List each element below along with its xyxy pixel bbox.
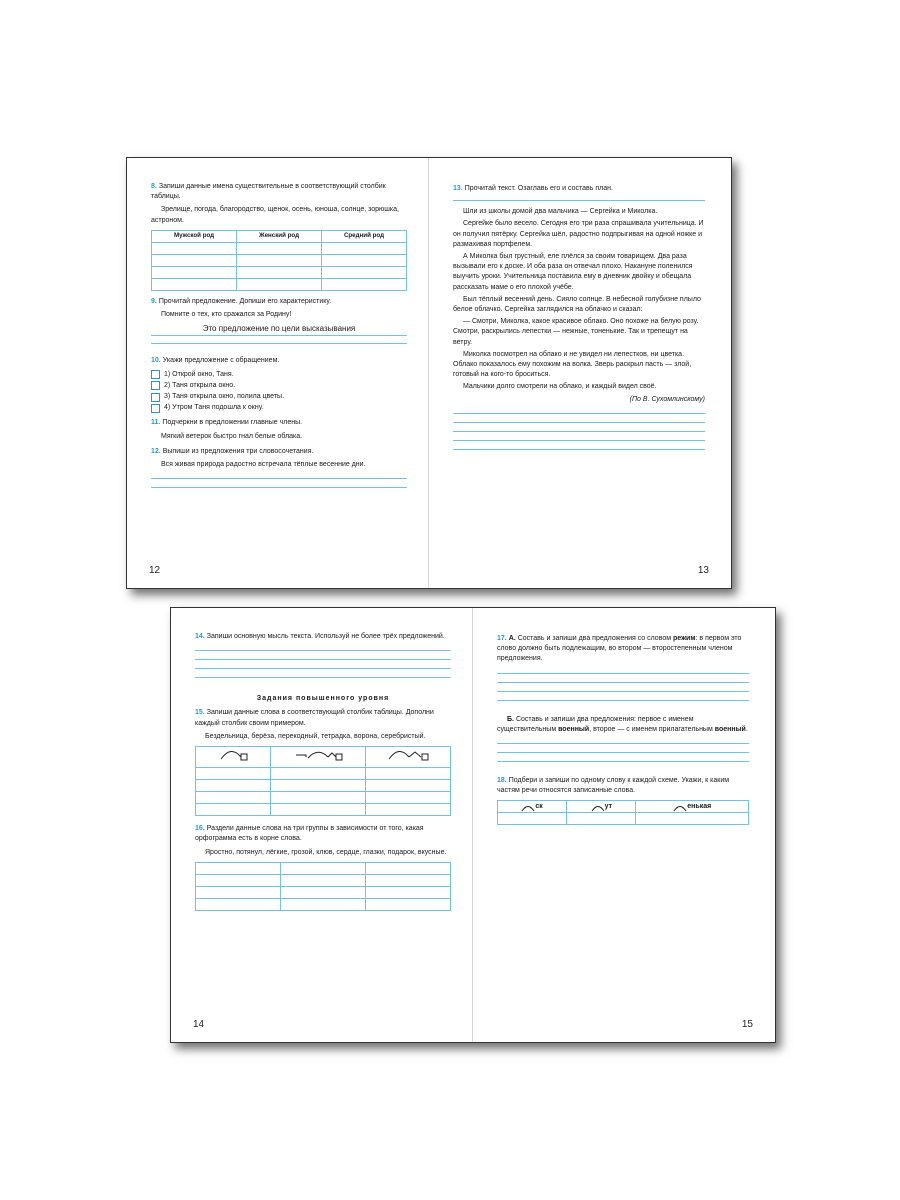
page-number: 12 (149, 565, 161, 576)
option-label: 1) Открой окно, Таня. (164, 370, 234, 378)
scheme-prefix-root-ending-icon (292, 747, 344, 763)
root-arc-icon (591, 802, 605, 812)
task-instruction-end: . (745, 725, 748, 733)
scheme-root-suffix (196, 747, 271, 768)
task-instruction: Прочитай предложение. Допиши его характеристику. (158, 297, 332, 305)
task-instruction: Подбери и запиши по одному слову к каждой схеме. Укажи, к каким частям речи относятся записанные слова. (497, 777, 730, 795)
scheme-prefix-root-ending (271, 747, 366, 768)
table-header: Женский род (237, 230, 322, 242)
scheme-root-suffix-ending (366, 747, 451, 768)
table-cell[interactable] (196, 768, 271, 780)
write-line[interactable] (151, 487, 407, 488)
answer-line-prompt[interactable]: Это предложение по цели высказывания (151, 324, 407, 336)
task-11 (151, 418, 407, 428)
table-cell[interactable] (366, 898, 451, 910)
table-cell[interactable] (498, 813, 567, 825)
scheme-suffix: ск (535, 802, 543, 810)
scheme-root-suffix-ending-icon (385, 747, 431, 763)
orthogram-table (195, 862, 451, 911)
scheme-root-suffix-icon (213, 747, 253, 763)
option-label: 4) Утром Таня подошла к окну. (164, 404, 264, 412)
table-cell[interactable] (152, 266, 237, 278)
table-cell[interactable] (271, 768, 366, 780)
scheme-cell (498, 801, 567, 813)
table-cell[interactable] (366, 768, 451, 780)
task-number: 12. (151, 447, 161, 455)
table-cell[interactable] (281, 886, 366, 898)
checkbox[interactable] (151, 393, 160, 402)
task-14 (195, 632, 451, 642)
table-cell[interactable] (366, 886, 451, 898)
page-number: 13 (697, 565, 709, 576)
scheme-suffix: ут (604, 802, 613, 810)
workbook-spread-pages-12-13 (126, 157, 732, 589)
table-cell[interactable] (366, 792, 451, 804)
task-number: 16. (195, 825, 205, 833)
table-cell[interactable] (281, 874, 366, 886)
task-instruction-middle: , второе — с именем прилагательным (589, 725, 713, 733)
task-number: 18. (497, 777, 507, 785)
text-paragraph: Сергейке было весело. Сегодня его три раза спрашивала учительница. И он получил пятёрку. Сергейка шёл, радостно подпрыгивая на одной ножке и размахивая портфелем. (453, 220, 704, 248)
option-4[interactable] (151, 403, 407, 413)
table-cell[interactable] (636, 813, 749, 825)
table-cell[interactable] (196, 874, 281, 886)
option-2[interactable] (151, 381, 407, 391)
table-cell[interactable] (271, 804, 366, 816)
task-instruction: Подчеркни в предложении главные члены. (162, 419, 303, 427)
task-keyword: военный (558, 725, 590, 733)
table-header: Средний род (321, 230, 406, 242)
text-paragraph: — Смотри, Миколка, какое красивое облако. Оно похоже на белую розу. Смотри, раскрылись лепестки — нежные, тоненькие. Так и трепещут на ветру. (453, 318, 699, 346)
table-cell[interactable] (196, 886, 281, 898)
task-instruction: Запиши основную мысль текста. Используй не более трёх предложений. (206, 633, 445, 640)
task-number: 9. (151, 297, 157, 305)
morpheme-table (195, 746, 451, 816)
task-17b (497, 715, 749, 735)
page-15 (473, 608, 775, 1042)
root-arc-icon (521, 802, 535, 812)
write-line[interactable] (497, 691, 749, 692)
table-cell[interactable] (321, 266, 406, 278)
table-cell[interactable] (366, 780, 451, 792)
task-sentence: Вся живая природа радостно встречала тёплые весенние дни. (161, 461, 366, 469)
task-sentence[interactable]: Мягкий ветерок быстро гнал белые облака. (161, 432, 303, 440)
task-18 (497, 776, 749, 796)
task-10 (151, 356, 407, 366)
page-number: 15 (741, 1019, 753, 1030)
checkbox[interactable] (151, 381, 160, 390)
write-line[interactable] (497, 700, 749, 701)
task-instruction: Раздели данные слова на три группы в зависимости от того, какая орфограмма есть в корне слова. (195, 825, 424, 843)
write-line[interactable] (497, 673, 749, 674)
page-14 (171, 608, 473, 1042)
write-line[interactable] (195, 668, 451, 669)
write-line[interactable] (497, 752, 749, 753)
write-line[interactable] (151, 343, 407, 344)
task-instruction-end: : в первом это слово должно быть подлежащим, во втором — второстепенным членом предложения. (497, 635, 742, 663)
option-label: 3) Таня открыла окно, полила цветы. (164, 393, 285, 401)
write-line[interactable] (195, 677, 451, 678)
scheme-cell (567, 801, 636, 813)
text-paragraph: Шли из школы домой два мальчика — Сергейка и Миколка. (463, 208, 658, 216)
task-12 (151, 447, 407, 457)
task-sentence: Помните о тех, кто сражался за Родину! (161, 311, 292, 319)
table-cell[interactable] (152, 242, 237, 254)
table-cell[interactable] (152, 278, 237, 290)
task-instruction: Укажи предложение с обращением. (162, 357, 280, 365)
task-8 (151, 182, 407, 202)
table-cell[interactable] (321, 242, 406, 254)
page-13 (429, 158, 731, 588)
table-header: Мужской род (152, 230, 237, 242)
option-1[interactable] (151, 370, 407, 380)
page-number: 14 (193, 1019, 205, 1030)
table-cell[interactable] (271, 780, 366, 792)
write-line[interactable] (195, 659, 451, 660)
table-cell[interactable] (196, 862, 281, 874)
root-arc-icon (673, 802, 687, 812)
task-13 (453, 184, 705, 194)
task-number: 17. (497, 635, 507, 642)
write-line[interactable] (453, 413, 705, 414)
table-cell[interactable] (196, 792, 271, 804)
checkbox[interactable] (151, 404, 160, 413)
gender-table (151, 230, 407, 291)
option-label: 2) Таня открыла окно. (164, 381, 236, 389)
write-line[interactable] (195, 650, 451, 651)
task-keyword: режим (673, 635, 696, 642)
write-line[interactable] (151, 478, 407, 479)
task-label: А. (508, 635, 516, 642)
table-cell[interactable] (237, 266, 322, 278)
workbook-spread-pages-14-15 (170, 607, 776, 1043)
write-line[interactable] (453, 431, 705, 432)
title-line[interactable] (453, 200, 705, 201)
text-paragraph: Был тёплый весенний день. Сияло солнце. В небесной голубизне плыло белое облачко. Сергейка заглядился на облачко и сказал: (453, 295, 701, 314)
page-12 (127, 158, 429, 588)
table-cell[interactable] (366, 862, 451, 874)
task-instruction: Составь и запиши два предложения: первое с именем существительным (497, 715, 694, 733)
task-number: 15. (195, 709, 205, 717)
write-line[interactable] (453, 449, 705, 450)
table-cell[interactable] (196, 804, 271, 816)
text-source: (По В. Сухомлинскому) (629, 395, 705, 403)
table-cell[interactable] (281, 898, 366, 910)
text-paragraph: Миколка посмотрел на облако и не увидел ни лепестков, ни цветка. Облако показалось ему похожим на волка. Зверь раскрыл пасть — злой, готовый на кого-то броситься. (453, 350, 692, 379)
checkbox[interactable] (151, 370, 160, 379)
scheme-cell (636, 801, 749, 813)
write-line[interactable] (497, 682, 749, 683)
task-number: 13. (453, 185, 463, 192)
table-cell[interactable] (366, 804, 451, 816)
task-words: Яростно, потянул, лёгкие, грозой, клюв, сердце, глазки, подарок, вкусные. (205, 848, 447, 856)
table-cell[interactable] (196, 780, 271, 792)
table-cell[interactable] (237, 278, 322, 290)
option-3[interactable] (151, 392, 407, 402)
write-line[interactable] (453, 422, 705, 423)
table-cell[interactable] (321, 254, 406, 266)
text-paragraph: Мальчики долго смотрели на облако, и каждый видел своё. (463, 383, 657, 391)
task-instruction: Выпиши из предложения три словосочетания. (162, 447, 314, 455)
text-paragraph: А Миколка был грустный, еле плёлся за своим товарищем. Два раза вызывали его к доске. И оба раза он отвечал плохо. Накануне поленился выучить уроки. Учительница поставила ему в дневник двойку и обещала рассказать маме о его плохой учёбе. (453, 253, 693, 291)
task-17a (497, 634, 749, 665)
scheme-suffix: енькая (687, 802, 712, 810)
task-instruction: Прочитай текст. Озаглавь его и составь план. (464, 185, 613, 192)
table-cell[interactable] (567, 813, 636, 825)
task-instruction: Составь и запиши два предложения со словом (517, 635, 672, 642)
write-line[interactable] (497, 743, 749, 744)
table-cell[interactable] (196, 898, 281, 910)
task-16 (195, 824, 451, 844)
table-cell[interactable] (281, 862, 366, 874)
write-line[interactable] (453, 440, 705, 441)
task-15 (195, 708, 451, 728)
table-cell[interactable] (237, 242, 322, 254)
task-words: Зрелище, погода, благородство, щенок, осень, юноша, солнце, зорюшка, астроном. (151, 206, 399, 224)
task-instruction: Запиши данные имена существительные в соответствующий столбик таблицы. (151, 183, 386, 201)
task-9 (151, 297, 407, 307)
task-instruction: Запиши данные слова в соответствующий столбик таблицы. Дополни каждый столбик своим примером. (195, 709, 434, 727)
table-cell[interactable] (271, 792, 366, 804)
table-cell[interactable] (366, 874, 451, 886)
task-number: 10. (151, 357, 161, 365)
section-title: Задания повышенного уровня (256, 695, 390, 703)
task-number: 11. (151, 419, 161, 427)
scheme-table (497, 800, 749, 825)
table-cell[interactable] (321, 278, 406, 290)
task-number: 14. (195, 633, 205, 640)
table-cell[interactable] (152, 254, 237, 266)
table-cell[interactable] (237, 254, 322, 266)
task-keyword: военный (714, 725, 746, 733)
write-line[interactable] (497, 761, 749, 762)
task-words: Бездельница, берёза, перекодный, тетрадка, ворона, серебристый. (205, 732, 426, 740)
task-number: 8. (151, 183, 157, 190)
task-label: Б. (507, 715, 514, 723)
